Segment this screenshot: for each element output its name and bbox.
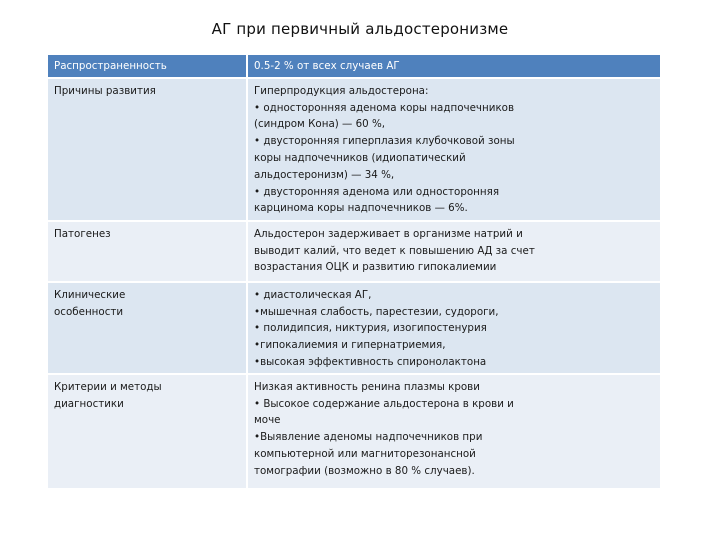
row-label-causes: Причины развития <box>48 79 248 222</box>
table-row <box>48 222 660 283</box>
row-value-clinical: • диастолическая АГ, •мышечная слабость, парестезии, судороги, • полидипсия, никтурия, изогипостенурия •гипокалиемия и гипернатриемия, •высокая эффективность спиронолактона <box>248 283 660 375</box>
header-cell-left: Распространенность <box>48 55 248 79</box>
slide-title: АГ при первичный альдостеронизме <box>211 20 509 38</box>
info-table <box>48 55 660 490</box>
table-header-row <box>48 55 660 79</box>
table-row <box>48 283 660 375</box>
row-label-pathogenesis: Патогенез <box>48 222 248 283</box>
row-label-clinical: Клинические особенности <box>48 283 248 375</box>
row-value-pathogenesis: Альдостерон задерживает в организме натрий и выводит калий, что ведет к повышению АД за счет возрастания ОЦК и развитию гипокалиемии <box>248 222 660 283</box>
row-label-diagnostics: Критерии и методы диагностики <box>48 375 248 490</box>
header-cell-right: 0.5-2 % от всех случаев АГ <box>248 55 660 79</box>
row-value-causes: Гиперпродукция альдостерона: • односторонняя аденома коры надпочечников (синдром Кона) — 60 %, • двусторонняя гиперплазия клубочковой зоны коры надпочечников (идиопатический альдостеронизм) — 34 %, • двусторонняя аденома или односторонняя карцинома коры надпочечников — 6%. <box>248 79 660 222</box>
table-row <box>48 79 660 222</box>
row-value-diagnostics: Низкая активность ренина плазмы крови • Высокое содержание альдостерона в крови и моче •Выявление аденомы надпочечников при компьютерной или магниторезонансной томографии (возможно в 80 % случаев). <box>248 375 660 490</box>
table-row <box>48 375 660 490</box>
